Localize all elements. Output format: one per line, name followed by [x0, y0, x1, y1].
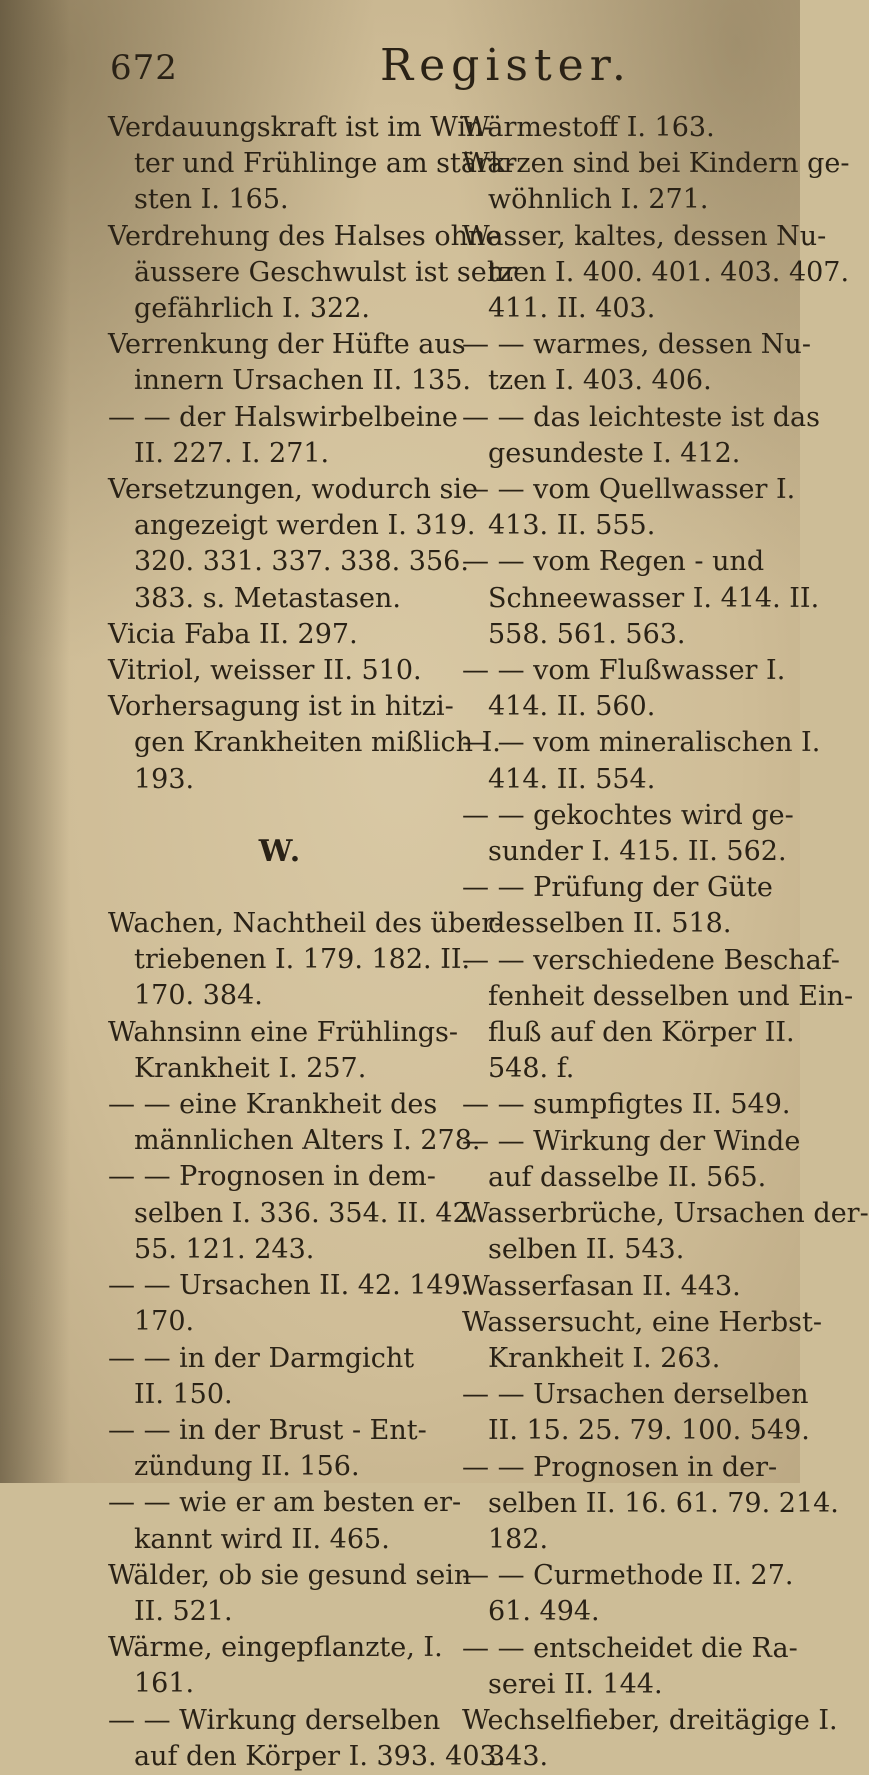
entry-line: — — Prüfung der Güte — [462, 872, 773, 904]
entry-line: 413. II. 555. — [488, 510, 656, 542]
index-entry — [108, 1558, 472, 1630]
entry-line: 182. — [488, 1523, 549, 1555]
index-entry — [108, 1015, 459, 1087]
index-entry — [462, 1124, 807, 1196]
entry-line: Wahnsinn eine Frühlings- — [108, 1016, 459, 1048]
entry-line: 383. s. Metastasen. — [134, 582, 401, 614]
entry-line: selben I. 336. 354. II. 42. — [134, 1197, 479, 1229]
entry-line: — — vom Regen - und — [462, 546, 765, 578]
entry-line: zündung II. 156. — [134, 1451, 360, 1483]
index-entry — [108, 219, 518, 328]
entry-line: auf dasselbe II. 565. — [488, 1161, 767, 1193]
entry-line: II. 150. — [134, 1378, 233, 1410]
left-entries-after — [108, 906, 506, 1775]
entry-line: tzen I. 403. 406. — [488, 365, 712, 397]
index-entry — [108, 1485, 462, 1557]
entry-line: — — vom mineralischen I. — [462, 727, 821, 759]
entry-line: — — Curmethode II. 27. — [462, 1560, 794, 1592]
entry-line: sunder I. 415. II. 562. — [488, 836, 787, 868]
entry-line: Wassersucht, eine Herbst- — [462, 1306, 822, 1338]
entry-line: — — vom Quellwasser I. — [462, 474, 796, 506]
entry-line: 61. 494. — [488, 1596, 600, 1628]
index-entry — [462, 472, 807, 544]
entry-line: 320. 331. 337. 338. 356. — [134, 546, 469, 578]
index-entry — [462, 1558, 807, 1630]
index-entry — [462, 798, 807, 870]
index-entry — [462, 110, 807, 146]
index-entry — [462, 1703, 838, 1775]
entry-line: gesundeste I. 412. — [488, 437, 741, 469]
entry-line: Versetzungen, wodurch sie — [108, 474, 478, 506]
page-number: 672 — [110, 48, 178, 88]
entry-line: — — sumpfigtes II. 549. — [462, 1089, 791, 1121]
entry-line: — — vom Flußwasser I. — [462, 655, 786, 687]
index-entry — [108, 110, 515, 219]
entry-line: innern Ursachen II. 135. — [134, 365, 471, 397]
entry-line: Warzen sind bei Kindern ge- — [462, 148, 850, 180]
entry-line: — — das leichteste ist das — [462, 401, 821, 433]
entry-line: ter und Frühlinge am stärk- — [134, 148, 515, 180]
index-entry — [462, 725, 821, 797]
entry-line: II. 15. 25. 79. 100. 549. — [488, 1415, 810, 1447]
entry-line: Vitriol, weisser II. 510. — [108, 655, 422, 687]
entry-line: fluß auf den Körper II. — [488, 1017, 795, 1049]
index-entry — [108, 327, 471, 399]
entry-line: männlichen Alters I. 278. — [134, 1125, 481, 1157]
entry-line: Verdauungskraft ist im Win- — [108, 112, 493, 143]
index-entry — [462, 870, 807, 942]
entry-line: — — gekochtes wird ge- — [462, 799, 794, 831]
entry-line: 343. — [488, 1741, 549, 1773]
entry-line: Wärmestoff I. 163. — [462, 112, 715, 143]
index-entry — [462, 219, 850, 328]
index-entry — [462, 653, 807, 725]
entry-line: — — Wirkung der Winde — [462, 1125, 801, 1157]
entry-line: — — Ursachen II. 42. 149. — [108, 1270, 470, 1302]
entry-line: 161. — [134, 1668, 195, 1700]
entry-line: — — in der Brust - Ent- — [108, 1414, 427, 1446]
entry-line: — — Prognosen in der- — [462, 1451, 778, 1483]
index-entry — [462, 1196, 869, 1268]
entry-line: 193. — [134, 763, 195, 795]
index-entry — [108, 617, 453, 653]
entry-line: II. 521. — [134, 1595, 233, 1627]
index-entry — [462, 1450, 839, 1559]
index-entry — [462, 146, 850, 218]
left-column — [108, 110, 518, 1775]
entry-line: — — in der Darmgicht — [108, 1342, 415, 1374]
entry-line: 414. II. 554. — [488, 763, 656, 795]
index-entry — [108, 689, 501, 798]
entry-line: 411. II. 403. — [488, 293, 656, 325]
entry-line: Schneewasser I. 414. II. — [488, 582, 820, 614]
entry-line: wöhnlich I. 271. — [488, 184, 709, 216]
entry-line: Vorhersagung ist in hitzi- — [108, 691, 454, 723]
index-entry — [108, 1268, 470, 1340]
index-entry — [108, 400, 458, 472]
entry-line: 170. 384. — [134, 980, 263, 1012]
index-entry — [462, 400, 821, 472]
entry-line: Wachen, Nachtheil des über- — [108, 908, 504, 940]
entry-line: II. 227. I. 271. — [134, 437, 330, 469]
entry-line: selben II. 16. 61. 79. 214. — [488, 1487, 839, 1519]
entry-line: auf den Körper I. 393. 403. — [134, 1740, 506, 1772]
entry-line: Krankheit I. 257. — [134, 1052, 367, 1084]
index-entry — [108, 472, 478, 617]
entry-line: triebenen I. 179. 182. II. — [134, 944, 471, 976]
entry-line: Verdrehung des Halses ohne — [108, 220, 502, 252]
entry-line: Wasser, kaltes, dessen Nu- — [462, 220, 827, 252]
index-entry — [462, 1377, 810, 1449]
entry-line: Wasserbrüche, Ursachen der- — [462, 1198, 869, 1230]
entry-line: — — Wirkung derselben — [108, 1704, 441, 1736]
entry-line: angezeigt werden I. 319. — [134, 510, 476, 542]
index-entry — [108, 906, 504, 1015]
entry-line: äussere Geschwulst ist sehr — [134, 256, 518, 288]
entry-line: Krankheit I. 263. — [488, 1342, 721, 1374]
entry-line: — — Prognosen in dem- — [108, 1161, 436, 1193]
index-entry — [462, 943, 854, 1088]
entry-line: 170. — [134, 1306, 195, 1338]
entry-line: Vicia Faba II. 297. — [108, 618, 358, 650]
index-entry — [462, 1269, 807, 1305]
entry-line: — — warmes, dessen Nu- — [462, 329, 811, 361]
entry-line: Wärme, eingepflanzte, I. — [108, 1632, 443, 1664]
entry-line: desselben II. 518. — [488, 908, 732, 940]
index-entry — [108, 1413, 453, 1485]
index-entry — [462, 1087, 807, 1123]
entry-line: 414. II. 560. — [488, 691, 656, 723]
index-entry — [108, 653, 453, 689]
index-entry — [108, 1087, 481, 1159]
entry-line: 55. 121. 243. — [134, 1233, 315, 1265]
right-entries — [462, 110, 869, 1775]
entry-line: Wälder, ob sie gesund sein — [108, 1559, 472, 1591]
entry-line: gen Krankheiten mißlich I. — [134, 727, 501, 759]
entry-line: 548. f. — [488, 1053, 575, 1085]
entry-line: Wechselfieber, dreitägige I. — [462, 1704, 838, 1736]
index-entry — [462, 1305, 822, 1377]
entry-line: Verrenkung der Hüfte aus — [108, 329, 466, 361]
entry-line: sten I. 165. — [134, 184, 289, 216]
entry-line: — — eine Krankheit des — [108, 1089, 438, 1121]
index-entry — [462, 327, 811, 399]
entry-line: — — verschiedene Beschaf- — [462, 944, 840, 976]
entry-line: — — Ursachen derselben — [462, 1379, 809, 1411]
entry-line: kannt wird II. 465. — [134, 1523, 390, 1555]
entry-line: tzen I. 400. 401. 403. 407. — [488, 256, 850, 288]
entry-line: 558. 561. 563. — [488, 618, 686, 650]
entry-line: — — entscheidet die Ra- — [462, 1632, 798, 1664]
entry-line: serei II. 144. — [488, 1668, 663, 1700]
left-entries-before — [108, 110, 518, 798]
entry-line: — — wie er am besten er- — [108, 1487, 462, 1519]
index-entry — [108, 1703, 506, 1775]
index-entry — [462, 1631, 807, 1703]
entry-line: fenheit desselben und Ein- — [488, 980, 854, 1012]
page-gutter-shadow — [0, 0, 70, 1483]
index-entry — [108, 1159, 479, 1268]
entry-line: Wasserfasan II. 443. — [462, 1270, 741, 1302]
index-entry — [462, 544, 820, 653]
entry-line: gefährlich I. 322. — [134, 293, 370, 325]
index-entry — [108, 1341, 453, 1413]
index-entry — [108, 1630, 453, 1702]
entry-line: selben II. 543. — [488, 1234, 685, 1266]
entry-line: — — der Halswirbelbeine — [108, 401, 458, 433]
right-column — [462, 110, 869, 1775]
section-letter: W. — [258, 833, 303, 869]
page-title: Register. — [380, 40, 632, 91]
